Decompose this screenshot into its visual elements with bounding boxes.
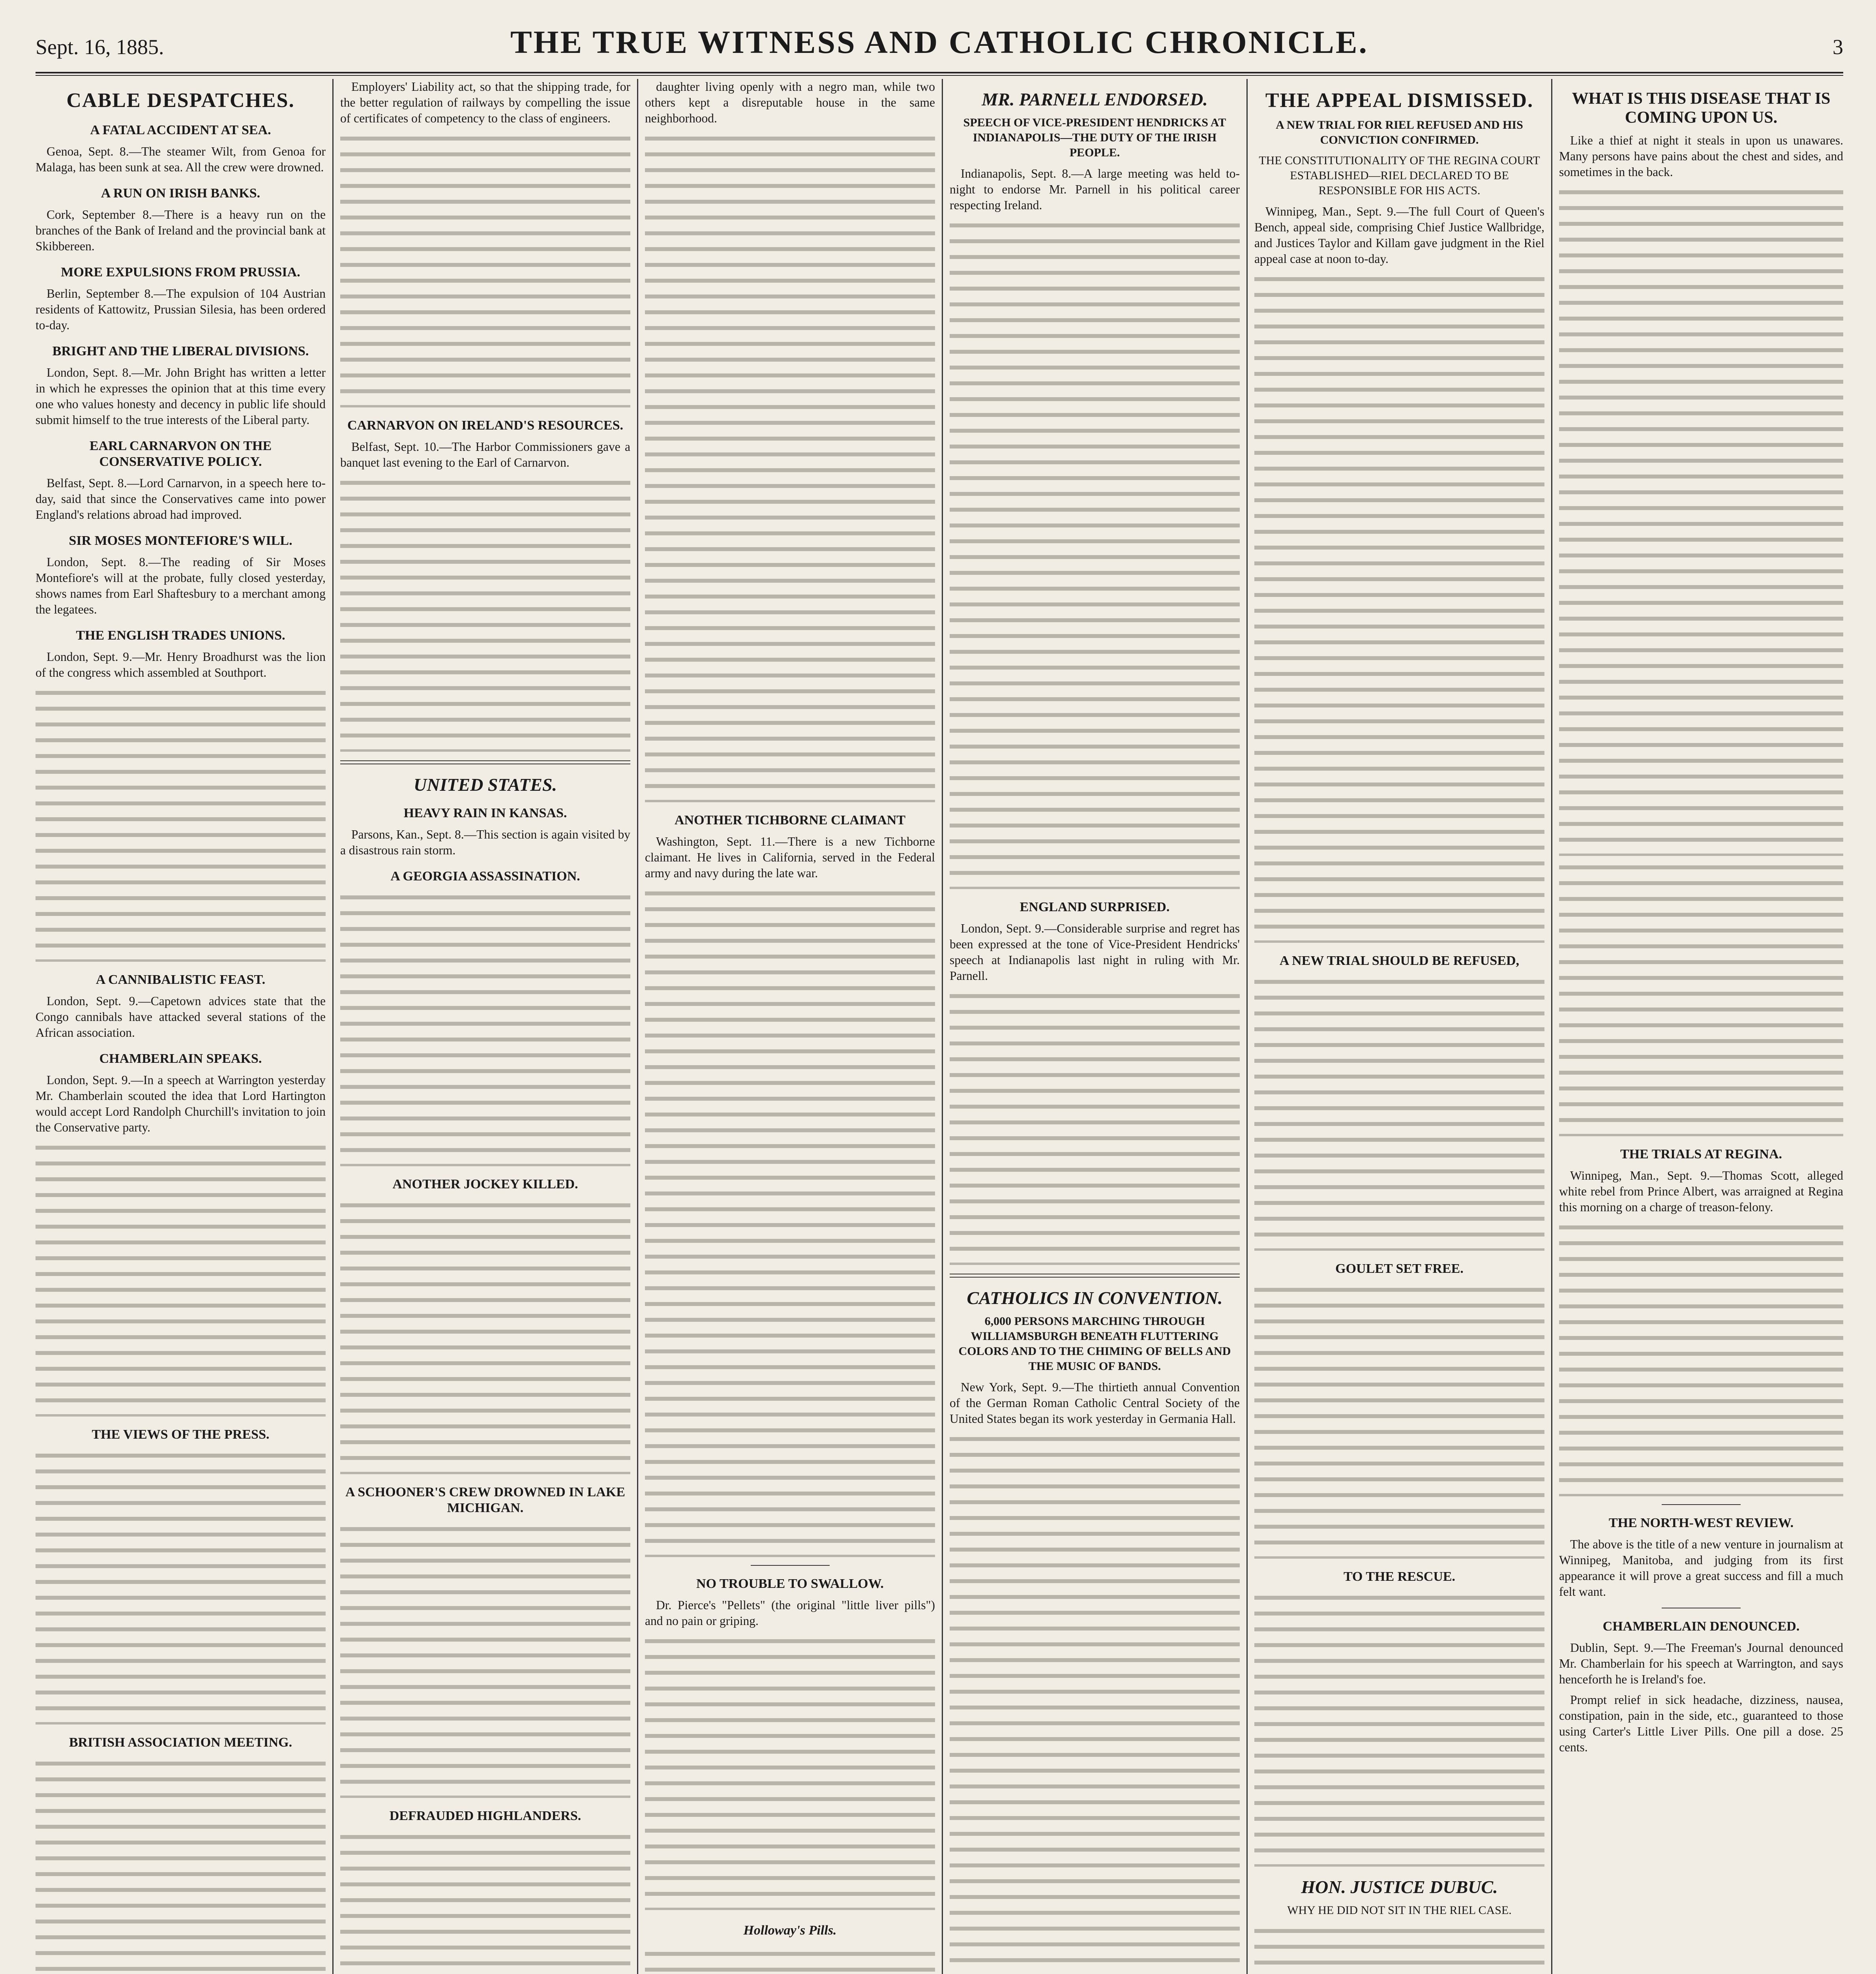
article-paragraph: Like a thief at night it steals in upon us unawares. Many persons have pains about the chest and sides, and sometimes in the back. <box>1559 133 1843 179</box>
column-heading: CABLE DESPATCHES. <box>66 89 295 112</box>
masthead-rule <box>36 72 1843 73</box>
text-body <box>340 890 630 1166</box>
article-paragraph: London, Sept. 9.—In a speech at Warrington yesterday Mr. Chamberlain scouted the idea that Lord Hartington would accept Lord Randolph Churchill's invitation to join the Conservative party. <box>36 1073 326 1134</box>
article-paragraph: Indianapolis, Sept. 8.—A large meeting was held to-night to endorse Mr. Parnell in his political career respecting Ireland. <box>950 167 1240 212</box>
article-paragraph: Dr. Pierce's "Pellets" (the original "little liver pills") and no pain or griping. <box>645 1598 935 1628</box>
article-heading: EARL CARNARVON ON THE CONSERVATIVE POLICY. <box>89 439 272 469</box>
text-body <box>950 1432 1240 1974</box>
column-5 <box>1254 79 1544 1974</box>
section-heading: CATHOLICS IN CONVENTION. <box>967 1288 1223 1308</box>
masthead-rule-thin <box>36 75 1843 76</box>
masthead <box>36 19 1843 74</box>
article-heading: ANOTHER TICHBORNE CLAIMANT <box>674 813 905 828</box>
article-paragraph: Belfast, Sept. 10.—The Harbor Commissioners gave a banquet last evening to the Earl of Carnarvon. <box>340 440 630 469</box>
column-divider <box>942 79 943 1974</box>
text-body <box>340 1522 630 1798</box>
text-body <box>1559 1220 1843 1496</box>
newspaper-title: THE TRUE WITNESS AND CATHOLIC CHRONICLE. <box>510 24 1369 60</box>
separator <box>751 1565 830 1566</box>
article-paragraph: Parsons, Kan., Sept. 8.—This section is again visited by a disastrous rain storm. <box>340 828 630 857</box>
article-paragraph: Winnipeg, Man., Sept. 9.—The full Court of Queen's Bench, appeal side, comprising Chief Justice Wallbridge, and Justices Taylor and Killam gave judgment in the Riel appeal case at noon to-day. <box>1254 205 1544 266</box>
article-heading: GOULET SET FREE. <box>1335 1261 1464 1276</box>
text-body <box>340 1830 630 1974</box>
article-heading: HEAVY RAIN IN KANSAS. <box>403 806 567 820</box>
article-heading: MORE EXPULSIONS FROM PRUSSIA. <box>61 265 300 280</box>
article-paragraph: Washington, Sept. 11.—There is a new Tichborne claimant. He lives in California, served in the Federal army and navy during the late war. <box>645 835 935 880</box>
article-paragraph: London, Sept. 9.—Mr. Henry Broadhurst was the lion of the congress which assembled at Southport. <box>36 650 326 679</box>
article-paragraph: New York, Sept. 9.—The thirtieth annual Convention of the German Roman Catholic Central Society of the United States began its work yesterday in Germania Hall. <box>950 1380 1240 1426</box>
text-body <box>645 886 935 1557</box>
article-paragraph: Belfast, Sept. 8.—Lord Carnarvon, in a speech here to-day, said that since the Conservatives came into power England's relations abroad had improved. <box>36 476 326 522</box>
columns <box>36 79 1843 1974</box>
article-heading: BRIGHT AND THE LIBERAL DIVISIONS. <box>52 344 309 358</box>
article-heading: SIR MOSES MONTEFIORE'S WILL. <box>69 533 292 548</box>
section-rule <box>340 760 630 764</box>
article-paragraph: Prompt relief in sick headache, dizziness, nausea, constipation, pain in the side, etc., guaranteed to those using Carter's Little Liver Pills. One pill a dose. 25 cents. <box>1559 1693 1843 1754</box>
article-subheading: THE CONSTITUTIONALITY OF THE REGINA COURT ESTABLISHED—RIEL DECLARED TO BE RESPONSIBLE FOR HIS ACTS. <box>1259 154 1540 197</box>
article-paragraph: Employers' Liability act, so that the shipping trade, for the better regulation of railways by compelling the issue of certificates of competency to the class of engineers. <box>340 80 630 125</box>
article-heading: CHAMBERLAIN SPEAKS. <box>99 1051 262 1066</box>
column-heading: MR. PARNELL ENDORSED. <box>982 89 1208 109</box>
article-heading: ENGLAND SURPRISED. <box>1020 900 1170 914</box>
text-body <box>340 131 630 407</box>
text-body <box>1254 272 1544 943</box>
article-heading: NO TROUBLE TO SWALLOW. <box>696 1576 884 1591</box>
article-heading: A GEORGIA ASSASSINATION. <box>390 869 580 884</box>
text-body <box>1559 185 1843 856</box>
column-4 <box>950 79 1240 1974</box>
article-subheading: SPEECH OF VICE-PRESIDENT HENDRICKS AT INDIANAPOLIS—THE DUTY OF THE IRISH PEOPLE. <box>963 116 1226 159</box>
column-1 <box>36 79 326 1974</box>
page-number: 3 <box>1833 35 1843 59</box>
article-paragraph: The above is the title of a new venture in journalism at Winnipeg, Manitoba, and judging from its first appearance it will prove a great success and fill a much felt want. <box>1559 1537 1843 1599</box>
text-body <box>1254 1282 1544 1559</box>
article-heading: A FATAL ACCIDENT AT SEA. <box>90 123 271 137</box>
column-2 <box>340 79 630 1974</box>
article-paragraph: Cork, September 8.—There is a heavy run on the branches of the Bank of Ireland and the provincial bank at Skibbereen. <box>36 208 326 253</box>
column-divider <box>1246 79 1248 1974</box>
text-body <box>645 131 935 802</box>
article-subheading: A NEW TRIAL FOR RIEL REFUSED AND HIS CONVICTION CONFIRMED. <box>1276 118 1523 146</box>
text-body <box>950 989 1240 1265</box>
article-heading: A SCHOONER'S CREW DROWNED IN LAKE MICHIGAN. <box>345 1485 625 1515</box>
section-rule <box>950 1274 1240 1278</box>
article-heading: THE TRIALS AT REGINA. <box>1620 1147 1782 1162</box>
article-heading: THE NORTH-WEST REVIEW. <box>1608 1516 1794 1530</box>
article-paragraph: daughter living openly with a negro man, while two others kept a disreputable house in the same neighborhood. <box>645 80 935 125</box>
text-body <box>36 1448 326 1724</box>
article-heading: DEFRAUDED HIGHLANDERS. <box>389 1809 581 1823</box>
article-paragraph: Berlin, September 8.—The expulsion of 104 Austrian residents of Kattowitz, Prussian Silesia, has been ordered to-day. <box>36 287 326 332</box>
text-body <box>950 218 1240 889</box>
column-6 <box>1559 79 1843 1974</box>
article-heading: A NEW TRIAL SHOULD BE REFUSED, <box>1279 953 1520 968</box>
article-paragraph: London, Sept. 8.—Mr. John Bright has written a letter in which he expresses the opinion that at this time every one who values honesty and decency in public life should submit himself to the true interests of the Liberal party. <box>36 366 326 427</box>
article-paragraph: Winnipeg, Man., Sept. 9.—Thomas Scott, alleged white rebel from Prince Albert, was arraigned at Regina this morning on a charge of treason-felony. <box>1559 1169 1843 1214</box>
column-divider <box>637 79 638 1974</box>
column-3 <box>645 79 935 1974</box>
column-divider <box>332 79 334 1974</box>
text-body <box>645 1946 935 1974</box>
text-body <box>1254 1923 1544 1974</box>
text-body <box>36 1140 326 1417</box>
article-heading: HON. JUSTICE DUBUC. <box>1301 1877 1498 1897</box>
article-heading: CARNARVON ON IRELAND'S RESOURCES. <box>347 418 623 433</box>
text-body <box>340 1198 630 1474</box>
article-heading: BRITISH ASSOCIATION MEETING. <box>69 1735 292 1750</box>
article-paragraph: Dublin, Sept. 9.—The Freeman's Journal denounced Mr. Chamberlain for his speech at Warrington, and says henceforth he is Ireland's foe. <box>1559 1641 1843 1686</box>
separator <box>1662 1504 1741 1505</box>
text-body <box>1254 1590 1544 1867</box>
text-body <box>1254 974 1544 1251</box>
column-heading: WHAT IS THIS DISEASE THAT IS COMING UPON US. <box>1572 90 1831 127</box>
article-heading: ANOTHER JOCKEY KILLED. <box>392 1177 578 1192</box>
article-heading: CHAMBERLAIN DENOUNCED. <box>1602 1619 1800 1634</box>
article-heading: THE VIEWS OF THE PRESS. <box>92 1427 270 1442</box>
text-body <box>645 1634 935 1910</box>
article-heading: THE ENGLISH TRADES UNIONS. <box>76 628 285 643</box>
article-subheading: 6,000 PERSONS MARCHING THROUGH WILLIAMSBURGH BENEATH FLUTTERING COLORS AND TO THE CHIMING OF BELLS AND THE MUSIC OF BANDS. <box>958 1315 1231 1373</box>
issue-date: Sept. 16, 1885. <box>36 35 164 59</box>
text-body <box>36 1756 326 1974</box>
section-heading: UNITED STATES. <box>414 775 557 795</box>
article-heading: Holloway's Pills. <box>743 1923 837 1938</box>
text-body <box>36 685 326 962</box>
article-heading: A RUN ON IRISH BANKS. <box>101 186 261 201</box>
article-paragraph: London, Sept. 9.—Capetown advices state that the Congo cannibals have attacked several stations of the African association. <box>36 994 326 1040</box>
text-body <box>1559 860 1843 1136</box>
article-heading: A CANNIBALISTIC FEAST. <box>96 972 266 987</box>
column-divider <box>1551 79 1552 1974</box>
article-paragraph: Genoa, Sept. 8.—The steamer Wilt, from Genoa for Malaga, has been sunk at sea. All the crew were drowned. <box>36 144 326 174</box>
article-heading: TO THE RESCUE. <box>1343 1569 1456 1584</box>
article-paragraph: London, Sept. 9.—Considerable surprise and regret has been expressed at the tone of Vice-President Hendricks' speech at Indianapolis last night in ruling with Mr. Parnell. <box>950 921 1240 983</box>
text-body <box>340 475 630 752</box>
column-heading: THE APPEAL DISMISSED. <box>1265 89 1534 112</box>
article-paragraph: London, Sept. 8.—The reading of Sir Moses Montefiore's will at the probate, fully closed yesterday, shows names from Earl Shaftesbury to a merchant among the legatees. <box>36 555 326 616</box>
article-subheading: WHY HE DID NOT SIT IN THE RIEL CASE. <box>1287 1904 1512 1917</box>
